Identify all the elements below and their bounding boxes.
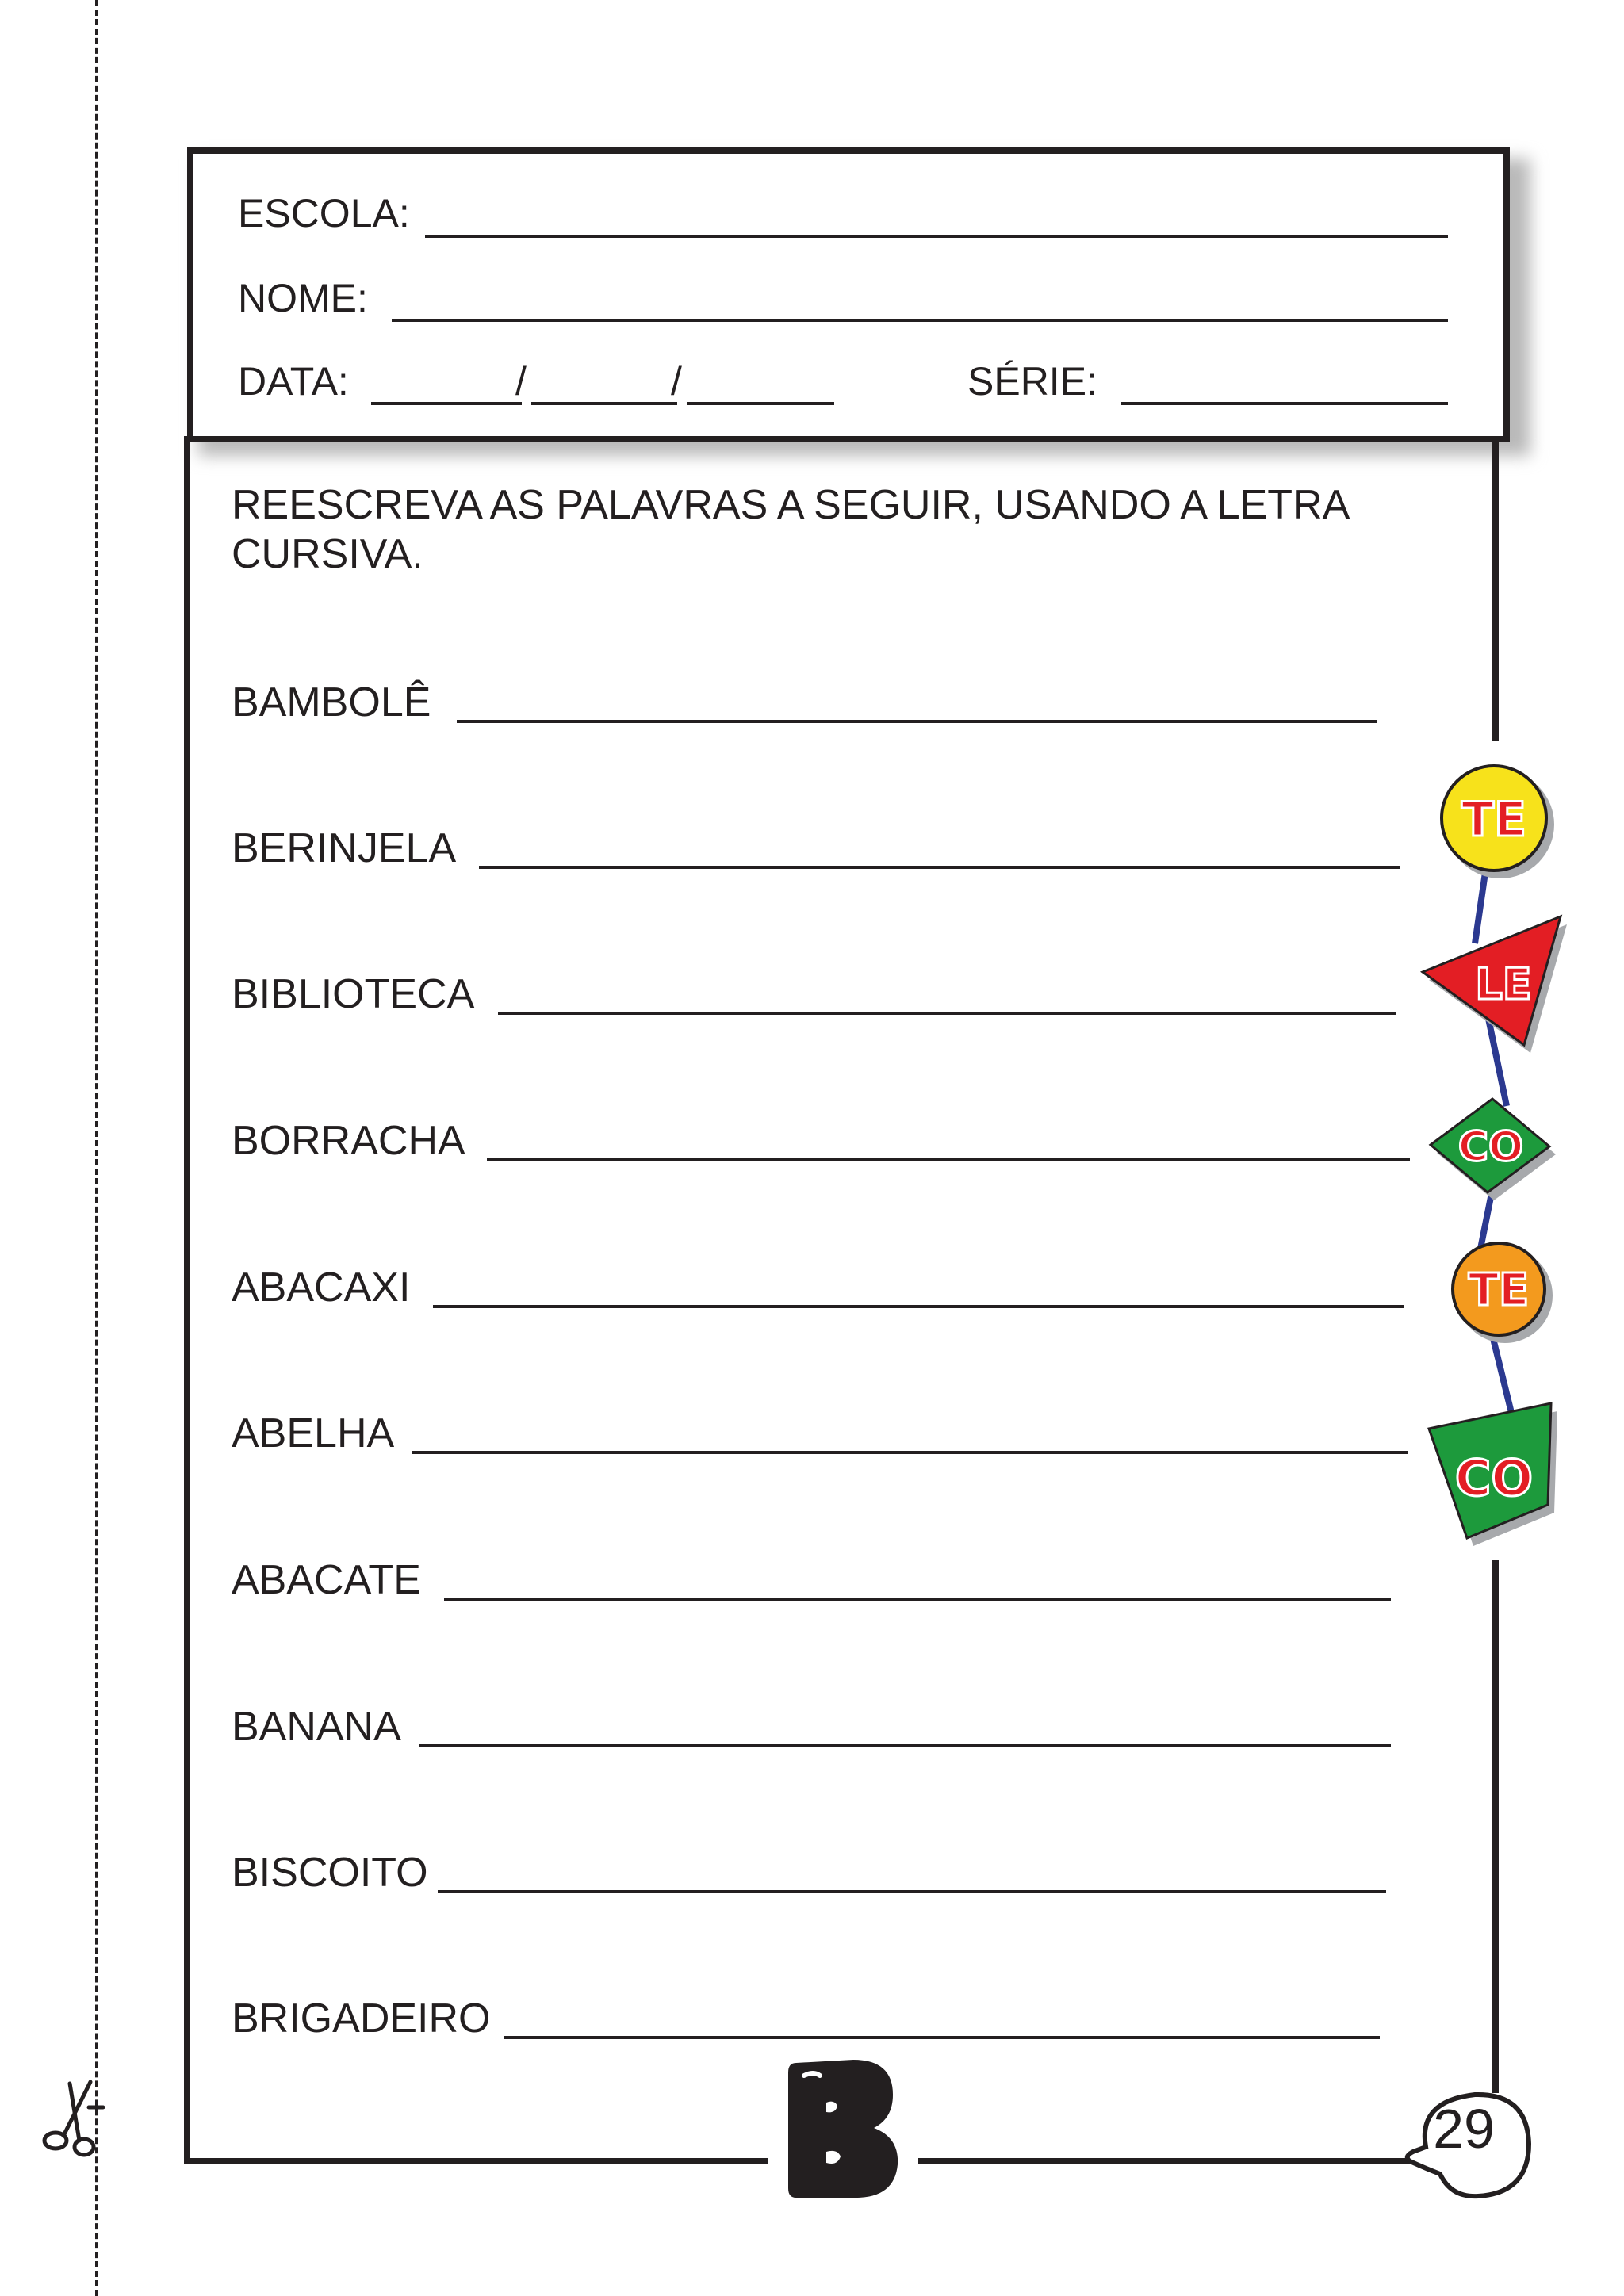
word-label: BIBLIOTECA xyxy=(232,971,475,1017)
word-label: BRIGADEIRO xyxy=(232,1996,491,2042)
word-row xyxy=(232,1700,1391,1750)
date-separator: / xyxy=(515,359,527,404)
cut-line xyxy=(95,0,98,2296)
teleco-decoration xyxy=(1411,745,1586,1562)
frame-bottom xyxy=(918,2158,1410,2164)
answer-line[interactable] xyxy=(433,1305,1404,1308)
word-row xyxy=(232,1261,1404,1311)
tag-text: TE xyxy=(1468,1265,1530,1316)
word-label: BAMBOLÊ xyxy=(232,679,431,725)
word-label: BORRACHA xyxy=(232,1118,465,1164)
word-label: BISCOITO xyxy=(232,1850,428,1896)
word-row xyxy=(232,1846,1386,1896)
tag-text: CO xyxy=(1457,1123,1524,1171)
student-info-box xyxy=(187,147,1510,442)
date-day-field[interactable] xyxy=(371,402,522,405)
date-month-field[interactable] xyxy=(531,402,677,405)
scissors-icon xyxy=(33,2076,105,2163)
tag-text: CO xyxy=(1454,1449,1534,1507)
grade-field[interactable] xyxy=(1121,402,1448,405)
word-label: ABACATE xyxy=(232,1557,421,1603)
word-row xyxy=(232,1553,1391,1601)
answer-line[interactable] xyxy=(419,1744,1391,1747)
word-row xyxy=(232,821,1400,869)
word-label: ABELHA xyxy=(232,1410,395,1456)
tag-te-yellow xyxy=(1442,766,1554,878)
answer-line[interactable] xyxy=(457,720,1377,723)
name-field[interactable] xyxy=(392,319,1448,322)
answer-line[interactable] xyxy=(498,1012,1396,1015)
school-field[interactable] xyxy=(425,235,1448,238)
word-row xyxy=(232,1406,1408,1454)
answer-line[interactable] xyxy=(479,866,1400,869)
page-number: 29 xyxy=(1433,2098,1495,2160)
name-label: NOME: xyxy=(238,276,368,320)
word-row xyxy=(232,675,1377,723)
frame-left xyxy=(184,436,190,2164)
tag-te-orange xyxy=(1453,1243,1553,1343)
frame-bottom xyxy=(184,2158,768,2164)
tag-co-green xyxy=(1431,1099,1556,1200)
answer-line[interactable] xyxy=(438,1890,1386,1893)
date-label: DATA: xyxy=(238,359,349,404)
tag-le-red xyxy=(1423,916,1567,1053)
answer-line[interactable] xyxy=(487,1158,1410,1161)
date-year-field[interactable] xyxy=(687,402,834,405)
school-label: ESCOLA: xyxy=(238,191,410,235)
word-row xyxy=(232,1114,1410,1164)
instruction-text: REESCREVA AS PALAVRAS A SEGUIR, USANDO A LETRA CURSIVA. xyxy=(232,482,1348,577)
letter-b-icon xyxy=(785,2053,904,2204)
word-label: ABACAXI xyxy=(232,1265,411,1311)
frame-right xyxy=(1492,436,1499,741)
word-label: BANANA xyxy=(232,1704,401,1750)
answer-line[interactable] xyxy=(444,1598,1391,1601)
word-label: BERINJELA xyxy=(232,825,457,871)
tag-text: TE xyxy=(1461,792,1526,848)
answer-line[interactable] xyxy=(504,2036,1380,2039)
word-row xyxy=(232,967,1396,1015)
answer-line[interactable] xyxy=(412,1451,1408,1454)
frame-right xyxy=(1492,1560,1499,2093)
tag-co-green xyxy=(1429,1403,1557,1546)
word-row xyxy=(232,1992,1380,2042)
tag-text: LE xyxy=(1475,959,1532,1009)
date-separator: / xyxy=(671,359,682,404)
grade-label: SÉRIE: xyxy=(967,359,1097,404)
